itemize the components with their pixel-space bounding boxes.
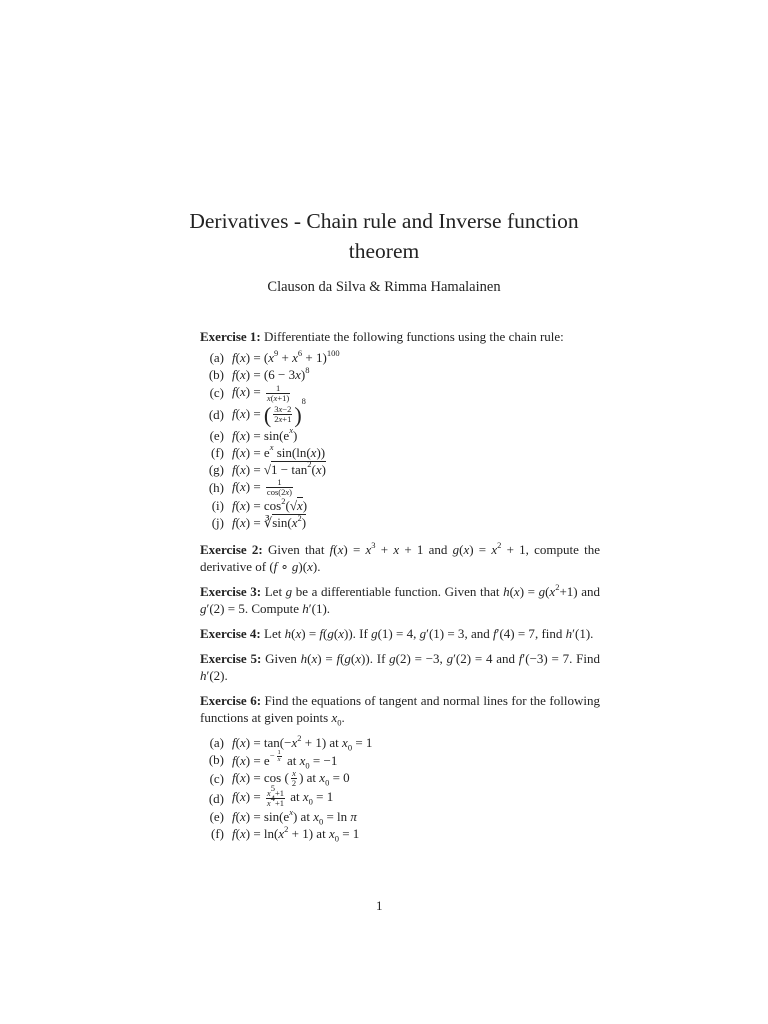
- list-item: (b) $f(x) = e^{- \frac{1}{x}}$ at $x_0 = -1$: [208, 749, 338, 771]
- list-item: (d) f(x) = ( $\frac{3x-2}{2x+1}$ )$^8$: [208, 396, 306, 428]
- exercise-4: Exercise 4: Let h(x) = f(g(x)). If g(1) = 4, g′(1) = 3, and f′(4) = 7, find h′(1).: [200, 626, 594, 642]
- exercise-label: Exercise 1:: [200, 329, 261, 344]
- math-expression: f(x) = $\frac{1}{x(x+1)}$: [232, 382, 290, 403]
- math-expression: $f(x) = √1 - \tan^2(x)$: [232, 459, 326, 477]
- list-item: (g) $f(x) = √1 - \tan^2(x)$: [208, 459, 326, 477]
- list-item: (b) $f(x) = (6 - 3x)^8$: [208, 364, 310, 382]
- list-item: (a) $f(x) = \tan(-x^2 + 1)$ at $x_0 = 1$: [209, 732, 373, 753]
- math-expression: $f(x) = (6 - 3x)^8$: [232, 364, 310, 382]
- title-line-1: Derivatives - Chain rule and Inverse function: [189, 209, 579, 233]
- list-item: (d) f(x) = $\frac{x^5+1}{x^4+1}$ at $x_0 = 1$: [208, 783, 334, 808]
- math-expression: f(x) = $\frac{1}{\cos(2x)}$: [232, 477, 292, 498]
- list-item: (i) $f(x) = \cos^2(√x)$: [211, 495, 308, 514]
- exercise-label: Exercise 3:: [200, 584, 262, 600]
- exercise-label: Exercise 4:: [200, 626, 261, 642]
- math-expression: $f(x) = e^{- \frac{1}{x}}$ at $x_0 = -1$: [232, 749, 338, 771]
- math-expression: f(x) = $\frac{x^5+1}{x^4+1}$ at $x_0 = 1$: [232, 783, 334, 808]
- document-authors: Clauson da Silva & Rimma Hamalainen: [267, 279, 501, 295]
- math-expression: f(x) = ( $\frac{3x-2}{2x+1}$ )$^8$: [232, 396, 306, 428]
- exercises-body: [200, 328, 600, 852]
- math-expression: $f(x) = (x^9 + x^6 + 1)^{100}$: [232, 347, 340, 365]
- exercise-3: Exercise 3: Let g be a differentiable function. Given that $h(x) = g(x^2+1)$ and g′(2) = 5. Compute h′(1).: [200, 581, 600, 617]
- list-item: (e) $f(x) = \sin(e^x)$ at $x_0 = \ln \pi$: [209, 806, 357, 827]
- list-item: (c) f(x) = $\frac{1}{x(x+1)}$: [200, 383, 600, 403]
- exercise-label: Exercise 5:: [200, 651, 262, 667]
- list-item: (a) $f(x) = (x^9 + x^6 + 1)^{100}$: [209, 347, 340, 365]
- exercise-6: Exercise 6: Find the equations of tangent and normal lines for the following functions at given points $x_0$.: [200, 693, 600, 728]
- document-title: [150, 206, 618, 266]
- list-item: (f) $f(x) = \ln(x^2 + 1)$ at $x_0 = 1$: [211, 823, 360, 844]
- exercise-5: Exercise 5: Given h(x) = f(g(x)). If g(2) = −3, g′(2) = 4 and f′(−3) = 7. Find h′(2).: [200, 651, 600, 684]
- math-expression: $f(x) = \tan(-x^2 + 1)$ at $x_0 = 1$: [232, 732, 373, 753]
- math-expression: $f(x) = \cos^2(√x)$: [232, 495, 308, 514]
- list-item: (j) $f(x) = ∛\sin(x^2)$: [211, 512, 307, 531]
- exercise-6-list: [200, 734, 600, 842]
- exercise-label: Exercise 6:: [200, 693, 262, 709]
- exercise-1-list: [200, 349, 600, 531]
- exercise-label: Exercise 2:: [200, 542, 263, 558]
- math-expression: $f(x) = e^x$ sin(ln(x)): [232, 442, 326, 460]
- title-line-2: theorem: [348, 239, 420, 263]
- math-expression: $f(x) = ∛\sin(x^2)$: [232, 512, 307, 531]
- list-item: (h) f(x) = $\frac{1}{\cos(2x)}$: [200, 478, 600, 498]
- math-expression: $f(x) = \ln(x^2 + 1)$ at $x_0 = 1$: [232, 823, 360, 844]
- exercise-text: Differentiate the following functions using the chain rule:: [264, 329, 564, 344]
- math-expression: $f(x) = \sin(e^x)$: [232, 425, 298, 443]
- list-item: (e) $f(x) = \sin(e^x)$: [209, 425, 298, 443]
- math-expression: f(x) = cos ( $\frac{x}{2}$ ) at $x_0 = 0$: [232, 768, 350, 789]
- exercise-1: [200, 328, 600, 345]
- math-expression: $f(x) = \sin(e^x)$ at $x_0 = \ln \pi$: [232, 806, 357, 827]
- exercise-2: Exercise 2: Given that $f(x) = x^3 + x + 1$ and $g(x) = x^2 + 1$, compute the derivative of (f ∘ g)(x).: [200, 539, 600, 575]
- list-item: (f) $f(x) = e^x$ sin(ln(x)): [211, 442, 326, 460]
- page-number: 1: [376, 898, 383, 913]
- list-item: (c) f(x) = cos ( $\frac{x}{2}$ ) at $x_0 = 0$: [209, 768, 350, 789]
